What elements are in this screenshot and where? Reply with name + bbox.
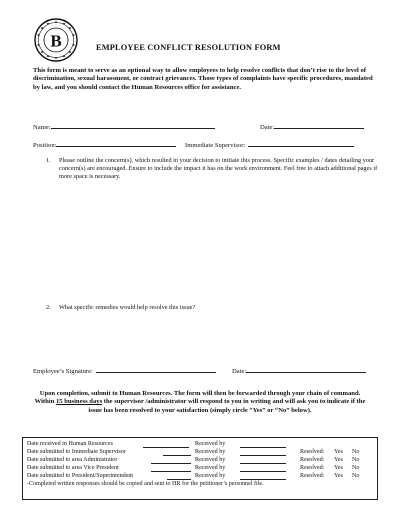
name-underline xyxy=(51,122,215,129)
question-number: 1. xyxy=(46,157,51,164)
routing-step-label: Date submitted to area Administrator xyxy=(27,457,118,463)
no-option[interactable]: No xyxy=(352,449,360,455)
received-by-blank[interactable] xyxy=(240,479,286,480)
question-1 xyxy=(46,157,386,187)
no-option[interactable]: No xyxy=(352,473,360,479)
instructions-text-1: Upon completion, submit to Human Resources. The form will then be forwarded through your chain of command. Within xyxy=(34,390,361,406)
supervisor-label: Immediate Supervisor: xyxy=(185,142,246,149)
instructions-text-2: the supervisor /administrator will respond to you in writing and will ask you to indicate if the issue has been resolved to your satisfaction (simply circle “Yes” or “No” below). xyxy=(88,398,366,414)
name-label: Name: xyxy=(33,124,51,131)
supervisor-underline xyxy=(248,140,354,147)
received-by-label: Received by xyxy=(195,457,226,463)
resolved-label: Resolved: xyxy=(300,457,325,463)
question-text: Please outline the concern(s), which resulted in your decision to initiate this process. Specific examples / dates detailing your concern(s) are encouraged. Ensure to include the impact it has on the work environment. Feel free to attach additional pages if more space is necessary. xyxy=(59,157,378,180)
svg-text:B: B xyxy=(50,31,62,51)
date-blank[interactable] xyxy=(143,447,189,448)
received-by-blank[interactable] xyxy=(240,463,286,464)
position-underline xyxy=(56,140,176,147)
signature-field[interactable] xyxy=(33,366,216,375)
received-by-blank[interactable] xyxy=(240,471,286,472)
yes-option[interactable]: Yes xyxy=(334,457,343,463)
supervisor-field[interactable] xyxy=(185,140,354,149)
resolved-label: Resolved: xyxy=(300,465,325,471)
received-by-label: Received by xyxy=(195,449,226,455)
signature-date-field[interactable] xyxy=(232,366,366,375)
date-underline xyxy=(274,122,364,129)
signature-date-underline xyxy=(246,366,366,373)
position-label: Position: xyxy=(33,142,57,149)
form-title: EMPLOYEE CONFLICT RESOLUTION FORM xyxy=(96,43,281,52)
routing-step-label: Date submitted to area Vice President xyxy=(27,465,119,471)
routing-step-label: Date submitted to Immediate Supervisor xyxy=(27,449,126,455)
routing-tracking-box xyxy=(22,437,378,500)
received-by-blank[interactable] xyxy=(240,455,286,456)
signature-label: Employee’s Signature: xyxy=(33,368,93,375)
yes-option[interactable]: Yes xyxy=(334,465,343,471)
date-blank[interactable] xyxy=(151,463,191,464)
deadline-emphasis: 15 business days xyxy=(55,398,103,406)
routing-step-label: Date received in Human Resources xyxy=(27,441,113,447)
intro-paragraph: This form is meant to serve as an optional way to allow employees to help resolve conflicts that don’t rise to the level of discrimination, sexual harassment, or contract grievances. Those types of complaints have specific procedures, mandated by law, and you should contact the Human Resources office for assistance. xyxy=(33,67,373,91)
date-blank[interactable] xyxy=(167,479,191,480)
submission-instructions xyxy=(30,390,370,415)
date-field[interactable] xyxy=(260,122,364,131)
name-field[interactable] xyxy=(33,122,215,131)
question-number: 2. xyxy=(46,304,51,311)
no-option[interactable]: No xyxy=(352,457,360,463)
received-by-label: Received by xyxy=(195,473,226,479)
routing-step-label: Date submitted to President/Superintendent xyxy=(27,473,134,479)
college-seal-logo xyxy=(34,18,78,62)
yes-option[interactable]: Yes xyxy=(334,473,343,479)
date-blank[interactable] xyxy=(151,471,191,472)
position-field[interactable] xyxy=(33,140,176,149)
question-2 xyxy=(46,304,386,314)
date-blank[interactable] xyxy=(163,455,191,456)
signature-underline xyxy=(96,366,216,373)
resolved-label: Resolved: xyxy=(300,473,325,479)
received-by-label: Received by xyxy=(195,441,226,447)
received-by-label: Received by xyxy=(195,465,226,471)
date-label: Date: xyxy=(260,124,275,131)
question-text: What specific remedies would help resolve this issue? xyxy=(59,304,196,311)
received-by-blank[interactable] xyxy=(240,447,286,448)
yes-option[interactable]: Yes xyxy=(334,449,343,455)
resolved-label: Resolved: xyxy=(300,449,325,455)
signature-date-label: Date: xyxy=(232,368,247,375)
tracking-footnote: -Completed written responses should be copied and sent to HR for the petitioner’s personnel file. xyxy=(27,481,264,487)
no-option[interactable]: No xyxy=(352,465,360,471)
